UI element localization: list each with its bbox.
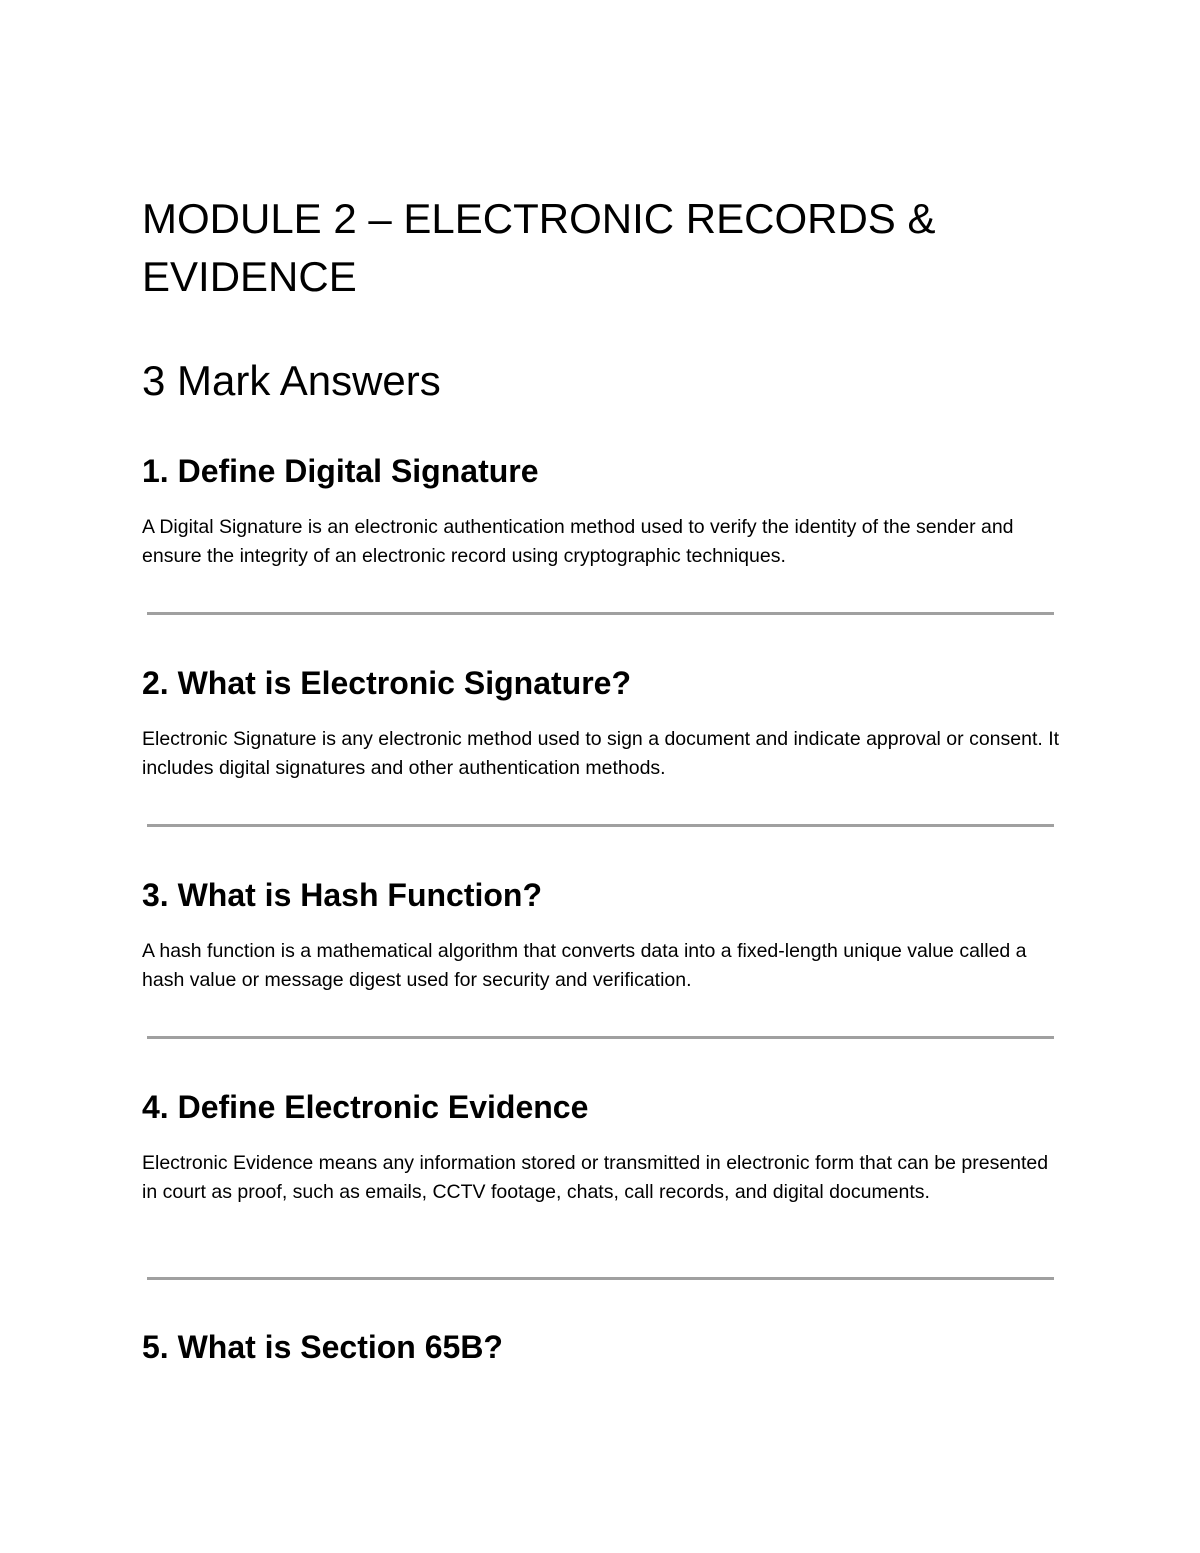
horizontal-divider <box>147 612 1054 615</box>
section-subtitle: 3 Mark Answers <box>142 357 441 404</box>
page-title: MODULE 2 – ELECTRONIC RECORDS & EVIDENCE <box>142 195 936 300</box>
question-1 <box>142 452 1062 570</box>
question-answer: A hash function is a mathematical algorithm that converts data into a fixed-length unique value called a hash value or message digest used for security and verification. <box>142 940 1027 991</box>
question-answer: Electronic Evidence means any information stored or transmitted in electronic form that can be presented in court as proof, such as emails, CCTV footage, chats, call records, and digital documents. <box>142 1152 1049 1203</box>
question-5 <box>142 1328 1062 1389</box>
horizontal-divider <box>147 824 1054 827</box>
question-heading: 2. What is Electronic Signature? <box>142 665 631 701</box>
question-heading: 5. What is Section 65B? <box>142 1329 503 1365</box>
question-4 <box>142 1088 1062 1206</box>
question-answer: Electronic Signature is any electronic method used to sign a document and indicate approval or consent. It includes digital signatures and other authentication methods. <box>142 728 1060 779</box>
question-3 <box>142 876 1062 994</box>
horizontal-divider <box>147 1036 1054 1039</box>
horizontal-divider <box>147 1277 1054 1280</box>
question-heading: 3. What is Hash Function? <box>142 877 543 913</box>
question-2 <box>142 664 1062 782</box>
question-answer: A Digital Signature is an electronic authentication method used to verify the identity of the sender and ensure the integrity of an electronic record using cryptographic techniques. <box>142 516 1014 567</box>
question-heading: 1. Define Digital Signature <box>142 453 539 489</box>
question-heading: 4. Define Electronic Evidence <box>142 1089 589 1125</box>
